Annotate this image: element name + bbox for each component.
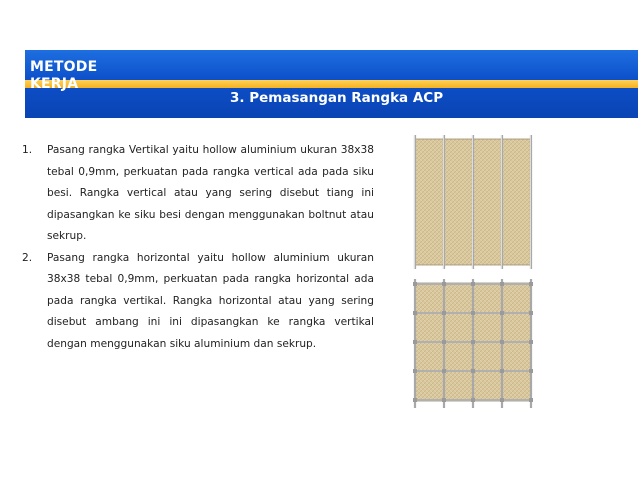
list-item-text: Pasang rangka Vertikal yaitu hollow aluminium ukuran 38x38 tebal 0,9mm, perkuatan pada rangka vertical ada pada siku besi. Rangka vertical atau yang sering disebut tiang ini dipasangkan ke siku besi dengan menggunakan boltnut atau sekrup. — [47, 144, 374, 242]
vertical-frame-illustration — [410, 133, 536, 269]
section-title: METODE KERJA — [30, 59, 98, 92]
list-item-number: 1. — [22, 144, 33, 156]
list-item-number: 2. — [22, 251, 33, 264]
header — [25, 50, 638, 118]
slide-subtitle: 3. Pemasangan Rangka ACP — [230, 90, 444, 106]
grid-frame-illustration — [410, 278, 536, 408]
steps-list — [22, 140, 374, 355]
list-item — [22, 248, 374, 356]
list-item — [22, 140, 374, 248]
list-item-text: Pasang rangka horizontal yaitu hollow aluminium ukuran 38x38 tebal 0,9mm, perkuatan pada rangka horizontal ada pada rangka vertikal. Rangka horizontal atau yang sering disebut ambang ini ini dipasangkan ke rangka vertikal dengan menggunakan siku aluminium dan sekrup. — [47, 251, 374, 350]
